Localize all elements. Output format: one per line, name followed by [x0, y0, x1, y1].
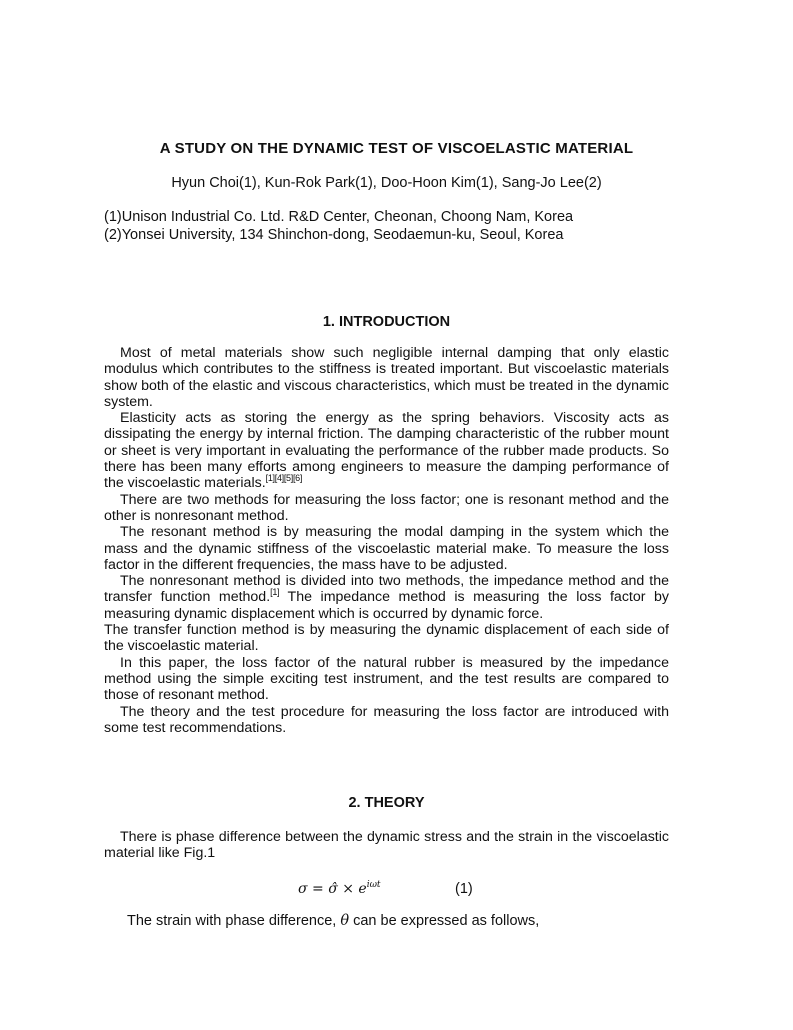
- citation: [1][4][5][6]: [265, 473, 303, 484]
- paragraph-text: The nonresonant method is divided into two methods, the impedance method and the transfer function method.: [104, 573, 669, 606]
- author-list: Hyun Choi(1), Kun-Rok Park(1), Doo-Hoon Kim(1), Sang-Jo Lee(2): [171, 175, 602, 191]
- paragraph: In this paper, the loss factor of the natural rubber is measured by the impedance method using the simple exciting test instrument, and the test results are compared to those of resonant method.: [104, 654, 669, 704]
- paragraph: The resonant method is by measuring the modal damping in the system which the mass and the dynamic stiffness of the viscoelastic material make. To measure the loss factor in the different frequencies, the mass have to be adjusted.: [104, 524, 669, 573]
- paragraph-text: Elasticity acts as storing the energy as the spring behaviors. Viscosity acts as dissipating the energy by internal friction. The damping characteristic of the rubber mount or sheet is very important in evaluating the performance of the rubber made products. So there has been many efforts among engineers to measure the damping performance of the viscoelastic materials.: [104, 410, 669, 492]
- eq-amplitude: σ̂: [328, 881, 338, 897]
- section-heading-theory: 2. THEORY: [348, 795, 425, 811]
- affiliation-1: (1)Unison Industrial Co. Ltd. R&D Center, Cheonan, Choong Nam, Korea: [104, 209, 574, 225]
- eq-times: ×: [342, 881, 354, 897]
- paragraph: There are two methods for measuring the loss factor; one is resonant method and the other is nonresonant method.: [104, 491, 669, 524]
- paragraph: The transfer function method is by measuring the dynamic displacement of each side of the viscoelastic material.: [104, 622, 669, 655]
- section-heading-introduction: 1. INTRODUCTION: [322, 314, 451, 330]
- theory-continuation: [127, 913, 539, 929]
- eq-exponent: iωt: [366, 880, 381, 890]
- paper-title: A STUDY ON THE DYNAMIC TEST OF VISCOELASTIC MATERIAL: [159, 140, 634, 157]
- paragraph-text: can be expressed as follows,: [353, 913, 540, 929]
- theory-body: [104, 829, 669, 862]
- paragraph: There is phase difference between the dynamic stress and the strain in the viscoelastic material like Fig.1: [104, 829, 669, 862]
- equation-number: (1): [455, 881, 473, 897]
- paragraph: [104, 573, 669, 622]
- introduction-body: [104, 345, 669, 736]
- theta-symbol: θ: [340, 913, 350, 929]
- paragraph: Most of metal materials show such negligible internal damping that only elastic modulus which contributes to the stiffness is treated important. But viscoelastic materials show both of the elastic and viscous characteristics, which must be treated in the dynamic system.: [104, 345, 669, 410]
- citation: [1]: [270, 587, 280, 598]
- paragraph: The theory and the test procedure for measuring the loss factor are introduced with some test recommendations.: [104, 703, 669, 736]
- eq-base: e: [358, 881, 367, 897]
- eq-lhs: σ: [298, 881, 308, 897]
- paragraph-text: The impedance method is measuring the loss factor by measuring dynamic displacement which is occurred by dynamic force.: [104, 589, 669, 622]
- paragraph-text: The strain with phase difference,: [127, 913, 337, 929]
- equation-1: [298, 880, 381, 897]
- eq-equals: =: [312, 881, 324, 897]
- affiliation-2: (2)Yonsei University, 134 Shinchon-dong, Seodaemun-ku, Seoul, Korea: [104, 227, 564, 243]
- paragraph: [104, 410, 669, 491]
